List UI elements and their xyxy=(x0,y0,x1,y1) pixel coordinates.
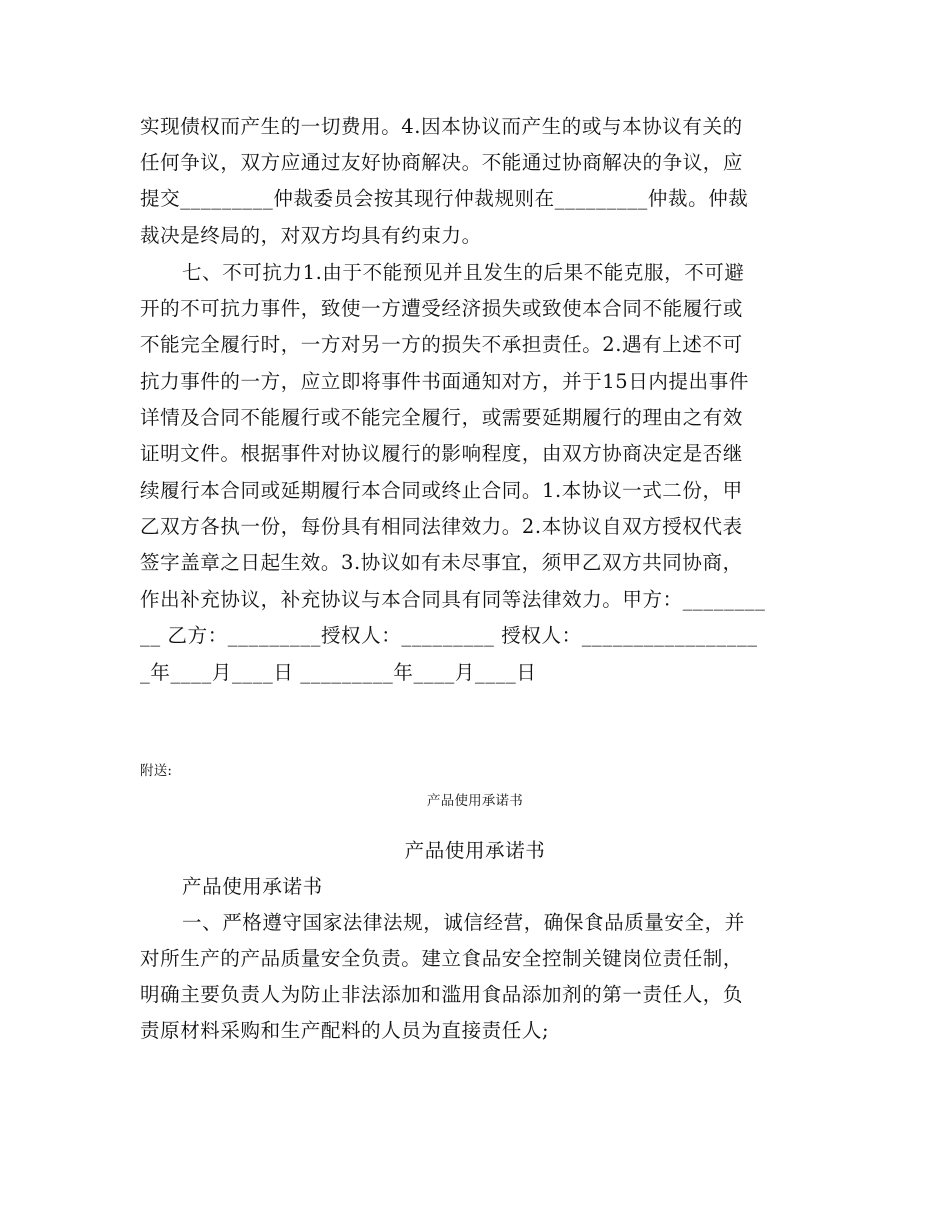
contract-line: 不能完全履行时，一方对另一方的损失不承担责任。2.遇有上述不可 xyxy=(140,333,743,356)
contract-line: 签字盖章之日起生效。3.协议如有未尽事宜，须甲乙双方共同协商， xyxy=(140,551,743,574)
signature-line: __ 乙方：_________授权人：_________ 授权人：_________________ xyxy=(140,624,758,647)
contract-line: 详情及合同不能履行或不能完全履行，或需要延期履行的理由之有效 xyxy=(140,406,744,429)
contract-line: 实现债权而产生的一切费用。4.因本协议而产生的或与本协议有关的 xyxy=(140,115,743,138)
contract-line: 抗力事件的一方，应立即将事件书面通知对方，并于15日内提出事件 xyxy=(140,370,749,393)
contract-line: 任何争议，双方应通过友好协商解决。不能通过协商解决的争议，应 xyxy=(140,151,744,174)
contract-line: 作出补充协议，补充协议与本合同具有同等法律效力。甲方：________ xyxy=(140,588,766,611)
attachment-title: 产品使用承诺书 xyxy=(404,839,546,862)
contract-line: 证明文件。根据事件对协议履行的影响程度，由双方协商决定是否继 xyxy=(140,442,744,465)
contract-line: 裁决是终局的，对双方均具有约束力。 xyxy=(140,224,482,247)
contract-line: 乙双方各执一份，每份具有相同法律效力。2.本协议自双方授权代表 xyxy=(140,515,743,538)
attachment-body-line: 责原材料采购和生产配料的人员为直接责任人; xyxy=(140,1019,550,1042)
contract-line: 提交_________仲裁委员会按其现行仲裁规则在_________仲裁。仲裁 xyxy=(140,187,749,210)
contract-line: 开的不可抗力事件，致使一方遭受经济损失或致使本合同不能履行或 xyxy=(140,297,744,320)
date-line: _年____月____日 _________年____月____日 xyxy=(140,661,537,684)
section-heading-line: 七、不可抗力1.由于不能预见并且发生的后果不能克服，不可避 xyxy=(182,261,745,284)
attachment-small-title: 产品使用承诺书 xyxy=(427,793,523,809)
attachment-body-line: 一、严格遵守国家法律法规，诚信经营，确保食品质量安全，并 xyxy=(182,911,745,934)
attachment-body-line: 明确主要负责人为防止非法添加和滥用食品添加剂的第一责任人，负 xyxy=(140,983,744,1006)
attachment-body-line: 对所生产的产品质量安全负责。建立食品安全控制关键岗位责任制， xyxy=(140,947,744,970)
attachment-subtitle: 产品使用承诺书 xyxy=(182,875,323,898)
attachment-label: 附送: xyxy=(140,763,173,779)
contract-line: 续履行本合同或延期履行本合同或终止合同。1.本协议一式二份，甲 xyxy=(140,479,743,502)
